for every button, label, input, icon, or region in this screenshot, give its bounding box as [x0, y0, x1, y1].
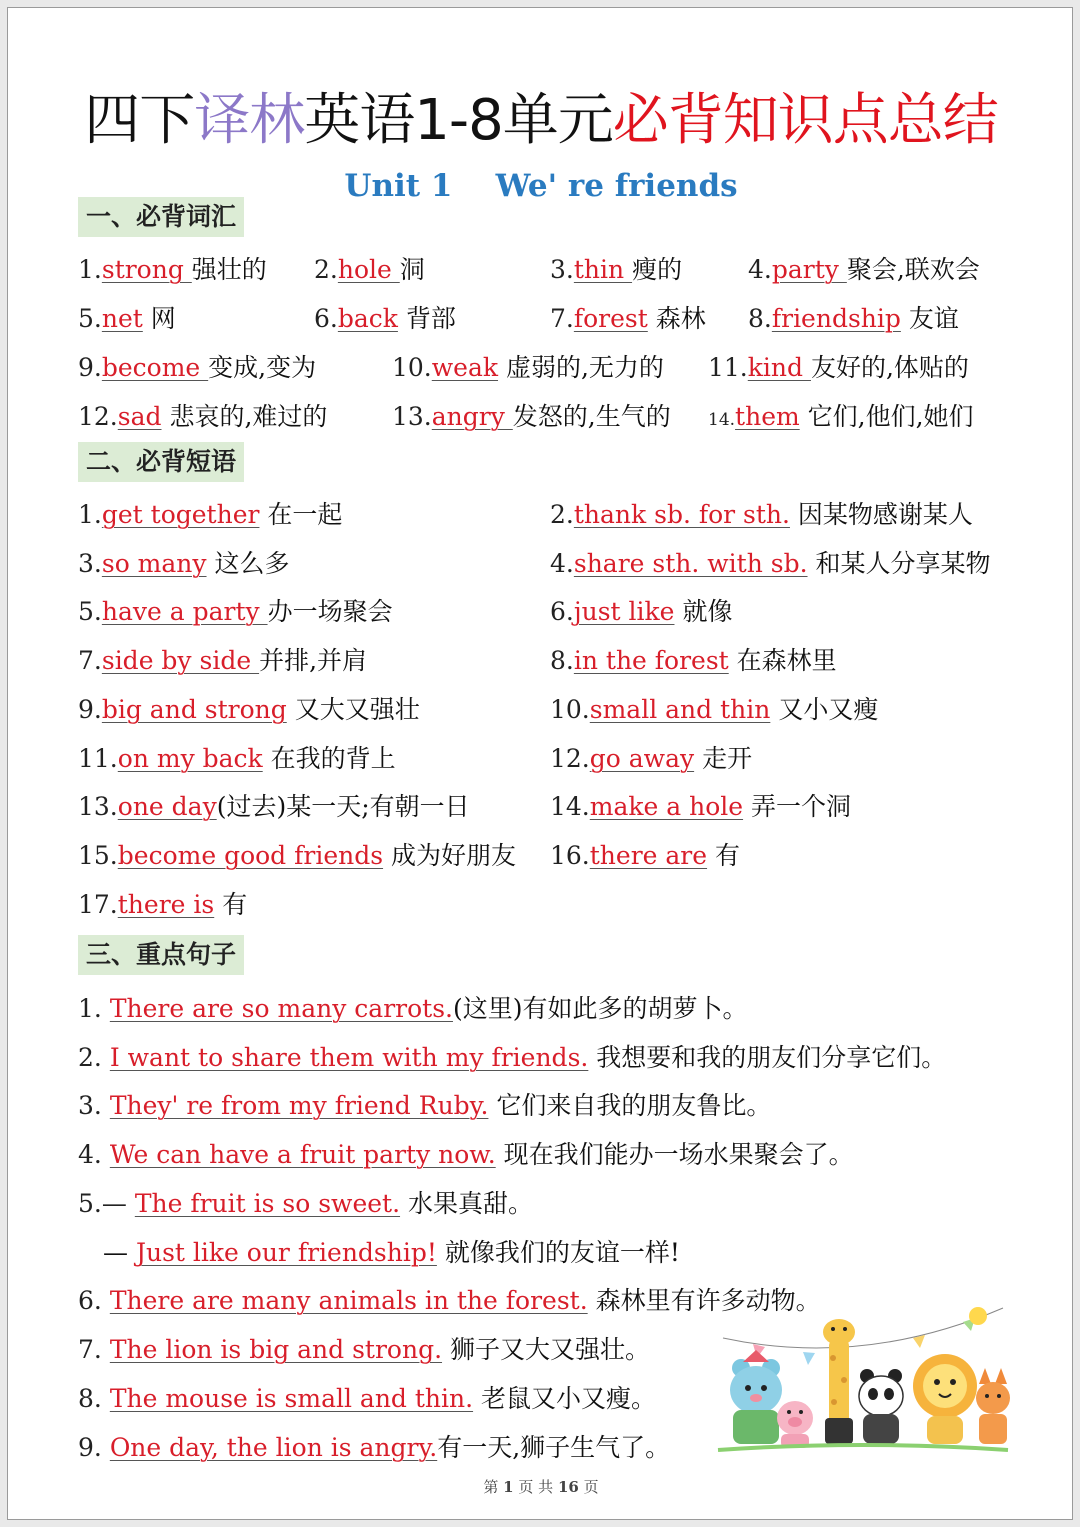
sentence-item: 6. There are many animals in the forest. 森林里有许多动物。	[78, 1286, 821, 1315]
phrase-item: 16.there are 有	[550, 841, 741, 870]
sentence-item: 2. I want to share them with my friends. 我想要和我的朋友们分享它们。	[78, 1043, 947, 1072]
vocab-item: 12.sad 悲哀的,难过的	[78, 402, 328, 431]
phrase-item: 11.on my back 在我的背上	[78, 744, 396, 773]
fox-icon	[976, 1368, 1010, 1444]
section-heading-vocab: 一、必背词汇	[78, 197, 244, 237]
title-part-3: 英语1-8单元	[304, 88, 613, 153]
phrase-row	[78, 739, 1008, 779]
vocab-item: 13.angry 发怒的,生气的	[392, 402, 671, 431]
vocab-item: 1.strong 强壮的	[78, 255, 267, 284]
vocab-row	[78, 397, 1008, 437]
sentence-item: 8. The mouse is small and thin. 老鼠又小又瘦。	[78, 1384, 657, 1413]
phrase-item: 2.thank sb. for sth. 因某物感谢某人	[550, 500, 973, 529]
page-title	[8, 88, 1074, 154]
phrase-row	[78, 592, 1008, 632]
vocab-item: 8.friendship 友谊	[748, 304, 959, 333]
section-heading-phrases: 二、必背短语	[78, 442, 244, 482]
vocab-item: 9.become 变成,变为	[78, 353, 317, 382]
phrase-row	[78, 690, 1008, 730]
vocab-item: 3.thin 瘦的	[550, 255, 683, 284]
phrase-item: 7.side by side 并排,并肩	[78, 646, 368, 675]
unit-subtitle: Unit 1 We' re friends	[344, 168, 738, 204]
phrase-item: 3.so many 这么多	[78, 549, 290, 578]
giraffe-icon	[823, 1319, 855, 1444]
sentence-item: 7. The lion is big and strong. 狮子又大又强壮。	[78, 1335, 650, 1364]
phrase-item: 13.one day(过去)某一天;有朝一日	[78, 792, 470, 821]
phrase-item: 12.go away 走开	[550, 744, 753, 773]
phrase-row	[78, 836, 1008, 876]
phrase-item: 6.just like 就像	[550, 597, 733, 626]
sentence-item: 1. There are so many carrots.(这里)有如此多的胡萝卜。	[78, 994, 748, 1023]
sentence-item: — Just like our friendship! 就像我们的友谊一样!	[103, 1238, 680, 1267]
vocab-row	[78, 250, 1008, 290]
phrase-item: 15.become good friends 成为好朋友	[78, 841, 517, 870]
phrase-row	[78, 787, 1008, 827]
phrase-row	[78, 641, 1008, 681]
phrase-row	[78, 544, 1008, 584]
vocab-item: 11.kind 友好的,体贴的	[708, 353, 969, 382]
phrase-item: 5.have a party 办一场聚会	[78, 597, 393, 626]
panda-icon	[859, 1369, 903, 1444]
title-part-4: 必背知识点总结	[612, 88, 998, 153]
phrase-item: 1.get together 在一起	[78, 500, 343, 529]
phrase-item: 10.small and thin 又小又瘦	[550, 695, 879, 724]
worksheet-page	[7, 7, 1073, 1520]
sentence-item: 3. They' re from my friend Ruby. 它们来自我的朋友鲁比。	[78, 1091, 772, 1120]
vocab-item: 5.net 网	[78, 304, 176, 333]
title-part-1: 四下	[84, 88, 195, 153]
lion-icon	[913, 1354, 977, 1444]
section-heading-sentences: 三、重点句子	[78, 935, 244, 975]
cartoon-animals-illustration	[713, 1298, 1013, 1458]
sentence-item: 9. One day, the lion is angry.有一天,狮子生气了。	[78, 1433, 671, 1462]
phrase-item: 8.in the forest 在森林里	[550, 646, 837, 675]
phrase-item: 14.make a hole 弄一个洞	[550, 792, 852, 821]
sentence-item: 4. We can have a fruit party now. 现在我们能办一场水果聚会了。	[78, 1140, 854, 1169]
vocab-item: 4.party 聚会,联欢会	[748, 255, 980, 284]
vocab-row	[78, 299, 1008, 339]
phrase-item: 17.there is 有	[78, 890, 248, 919]
vocab-item: 7.forest 森林	[550, 304, 706, 333]
phrase-row	[78, 495, 1008, 535]
phrase-item: 4.share sth. with sb. 和某人分享某物	[550, 549, 991, 578]
phrase-item: 9.big and strong 又大又强壮	[78, 695, 420, 724]
vocab-item: 2.hole 洞	[314, 255, 425, 284]
sentence-item: 5.— The fruit is so sweet. 水果真甜。	[78, 1189, 533, 1218]
vocab-item: 10.weak 虚弱的,无力的	[392, 353, 664, 382]
vocab-item: 14.them 它们,他们,她们	[708, 402, 974, 431]
vocab-row	[78, 348, 1008, 388]
title-part-2: 译林	[194, 88, 305, 153]
bear-icon	[730, 1350, 782, 1444]
page-footer: 第 1 页 共 16 页	[483, 1478, 599, 1496]
pig-icon	[777, 1401, 813, 1448]
vocab-item: 6.back 背部	[314, 304, 456, 333]
phrase-row	[78, 885, 1008, 925]
